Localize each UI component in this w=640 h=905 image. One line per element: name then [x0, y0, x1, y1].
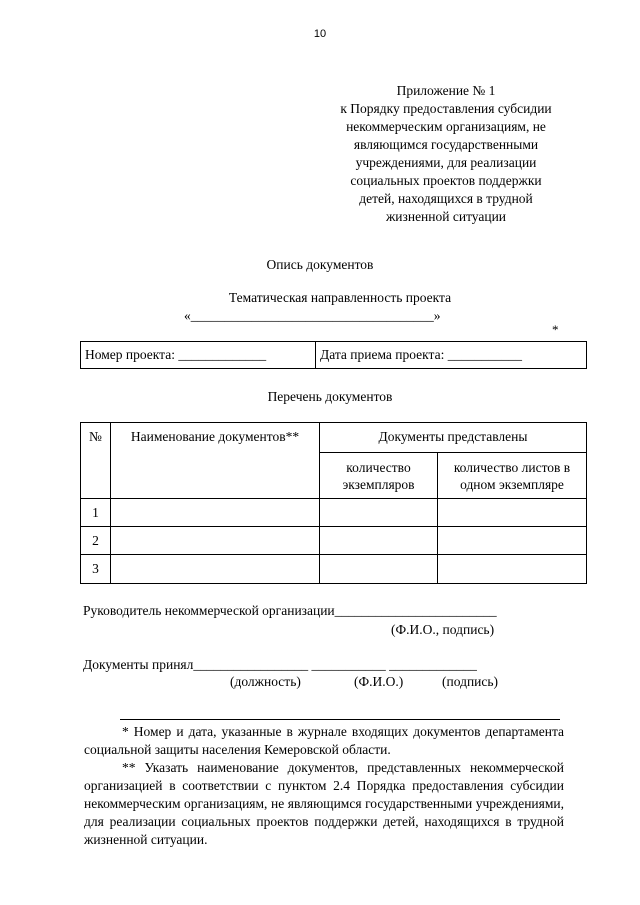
footnotes — [84, 723, 564, 849]
col-header-presented: Документы представлены — [320, 423, 587, 453]
appendix-line: жизненной ситуации — [385, 209, 507, 224]
footnote-mark: * — [552, 322, 559, 337]
caption-signature: (подпись) — [442, 674, 499, 689]
row-name-cell[interactable] — [111, 555, 320, 584]
topic-blank[interactable]: «____________________________________» — [184, 308, 441, 323]
appendix-line: учреждениями, для реализации — [355, 155, 537, 170]
row-sheets-cell[interactable] — [438, 555, 587, 584]
row-copies-cell[interactable] — [320, 555, 438, 584]
row-number: 3 — [81, 555, 111, 584]
appendix-line: социальных проектов поддержки — [350, 173, 542, 188]
footnote-1: * Номер и дата, указанные в журнале входящих документов департамента социальной защиты населения Кемеровской области. — [84, 724, 564, 757]
documents-table — [80, 422, 587, 584]
row-sheets-cell[interactable] — [438, 527, 587, 555]
project-number-field[interactable]: Номер проекта: _____________ — [81, 342, 316, 369]
col-header-copies: количество экземпляров — [320, 453, 438, 499]
document-title: Опись документов — [266, 257, 374, 272]
footnote-divider — [120, 719, 560, 720]
table-row — [81, 499, 587, 527]
row-sheets-cell[interactable] — [438, 499, 587, 527]
accepted-by-line[interactable]: Документы принял_________________ ___________ _____________ — [83, 657, 477, 672]
head-signature-line[interactable]: Руководитель некоммерческой организации________________________ — [83, 603, 497, 618]
page-number: 10 — [313, 28, 327, 40]
appendix-line: некоммерческим организациям, не — [346, 119, 546, 134]
table-row — [81, 555, 587, 584]
table-row — [81, 527, 587, 555]
row-copies-cell[interactable] — [320, 499, 438, 527]
row-name-cell[interactable] — [111, 527, 320, 555]
topic-label: Тематическая направленность проекта — [228, 290, 452, 305]
row-number: 1 — [81, 499, 111, 527]
row-name-cell[interactable] — [111, 499, 320, 527]
project-info-table — [80, 341, 587, 369]
caption-name: (Ф.И.О.) — [354, 674, 404, 689]
appendix-line: Приложение № 1 — [396, 83, 496, 98]
caption-position: (должность) — [230, 674, 301, 689]
col-header-number: № — [81, 423, 111, 499]
col-header-name: Наименование документов** — [111, 423, 320, 499]
project-date-field[interactable]: Дата приема проекта: ___________ — [316, 342, 587, 369]
appendix-line: к Порядку предоставления субсидии — [340, 101, 552, 116]
head-signature-caption: (Ф.И.О., подпись) — [391, 622, 495, 637]
row-copies-cell[interactable] — [320, 527, 438, 555]
appendix-line: детей, находящихся в трудной — [359, 191, 533, 206]
row-number: 2 — [81, 527, 111, 555]
footnote-2: ** Указать наименование документов, представленных некоммерческой организацией в соответствии с пунктом 2.4 Порядка предоставления субсидии некоммерческим организациям, не являющимся государственными учреждениями, для реализации социальных проектов поддержки детей, находящихся в трудной жизненной ситуации. — [84, 760, 564, 847]
col-header-sheets: количество листов в одном экземпляре — [438, 453, 587, 499]
appendix-header — [296, 82, 596, 226]
list-title: Перечень документов — [267, 389, 393, 404]
appendix-line: являющимся государственными — [353, 137, 539, 152]
